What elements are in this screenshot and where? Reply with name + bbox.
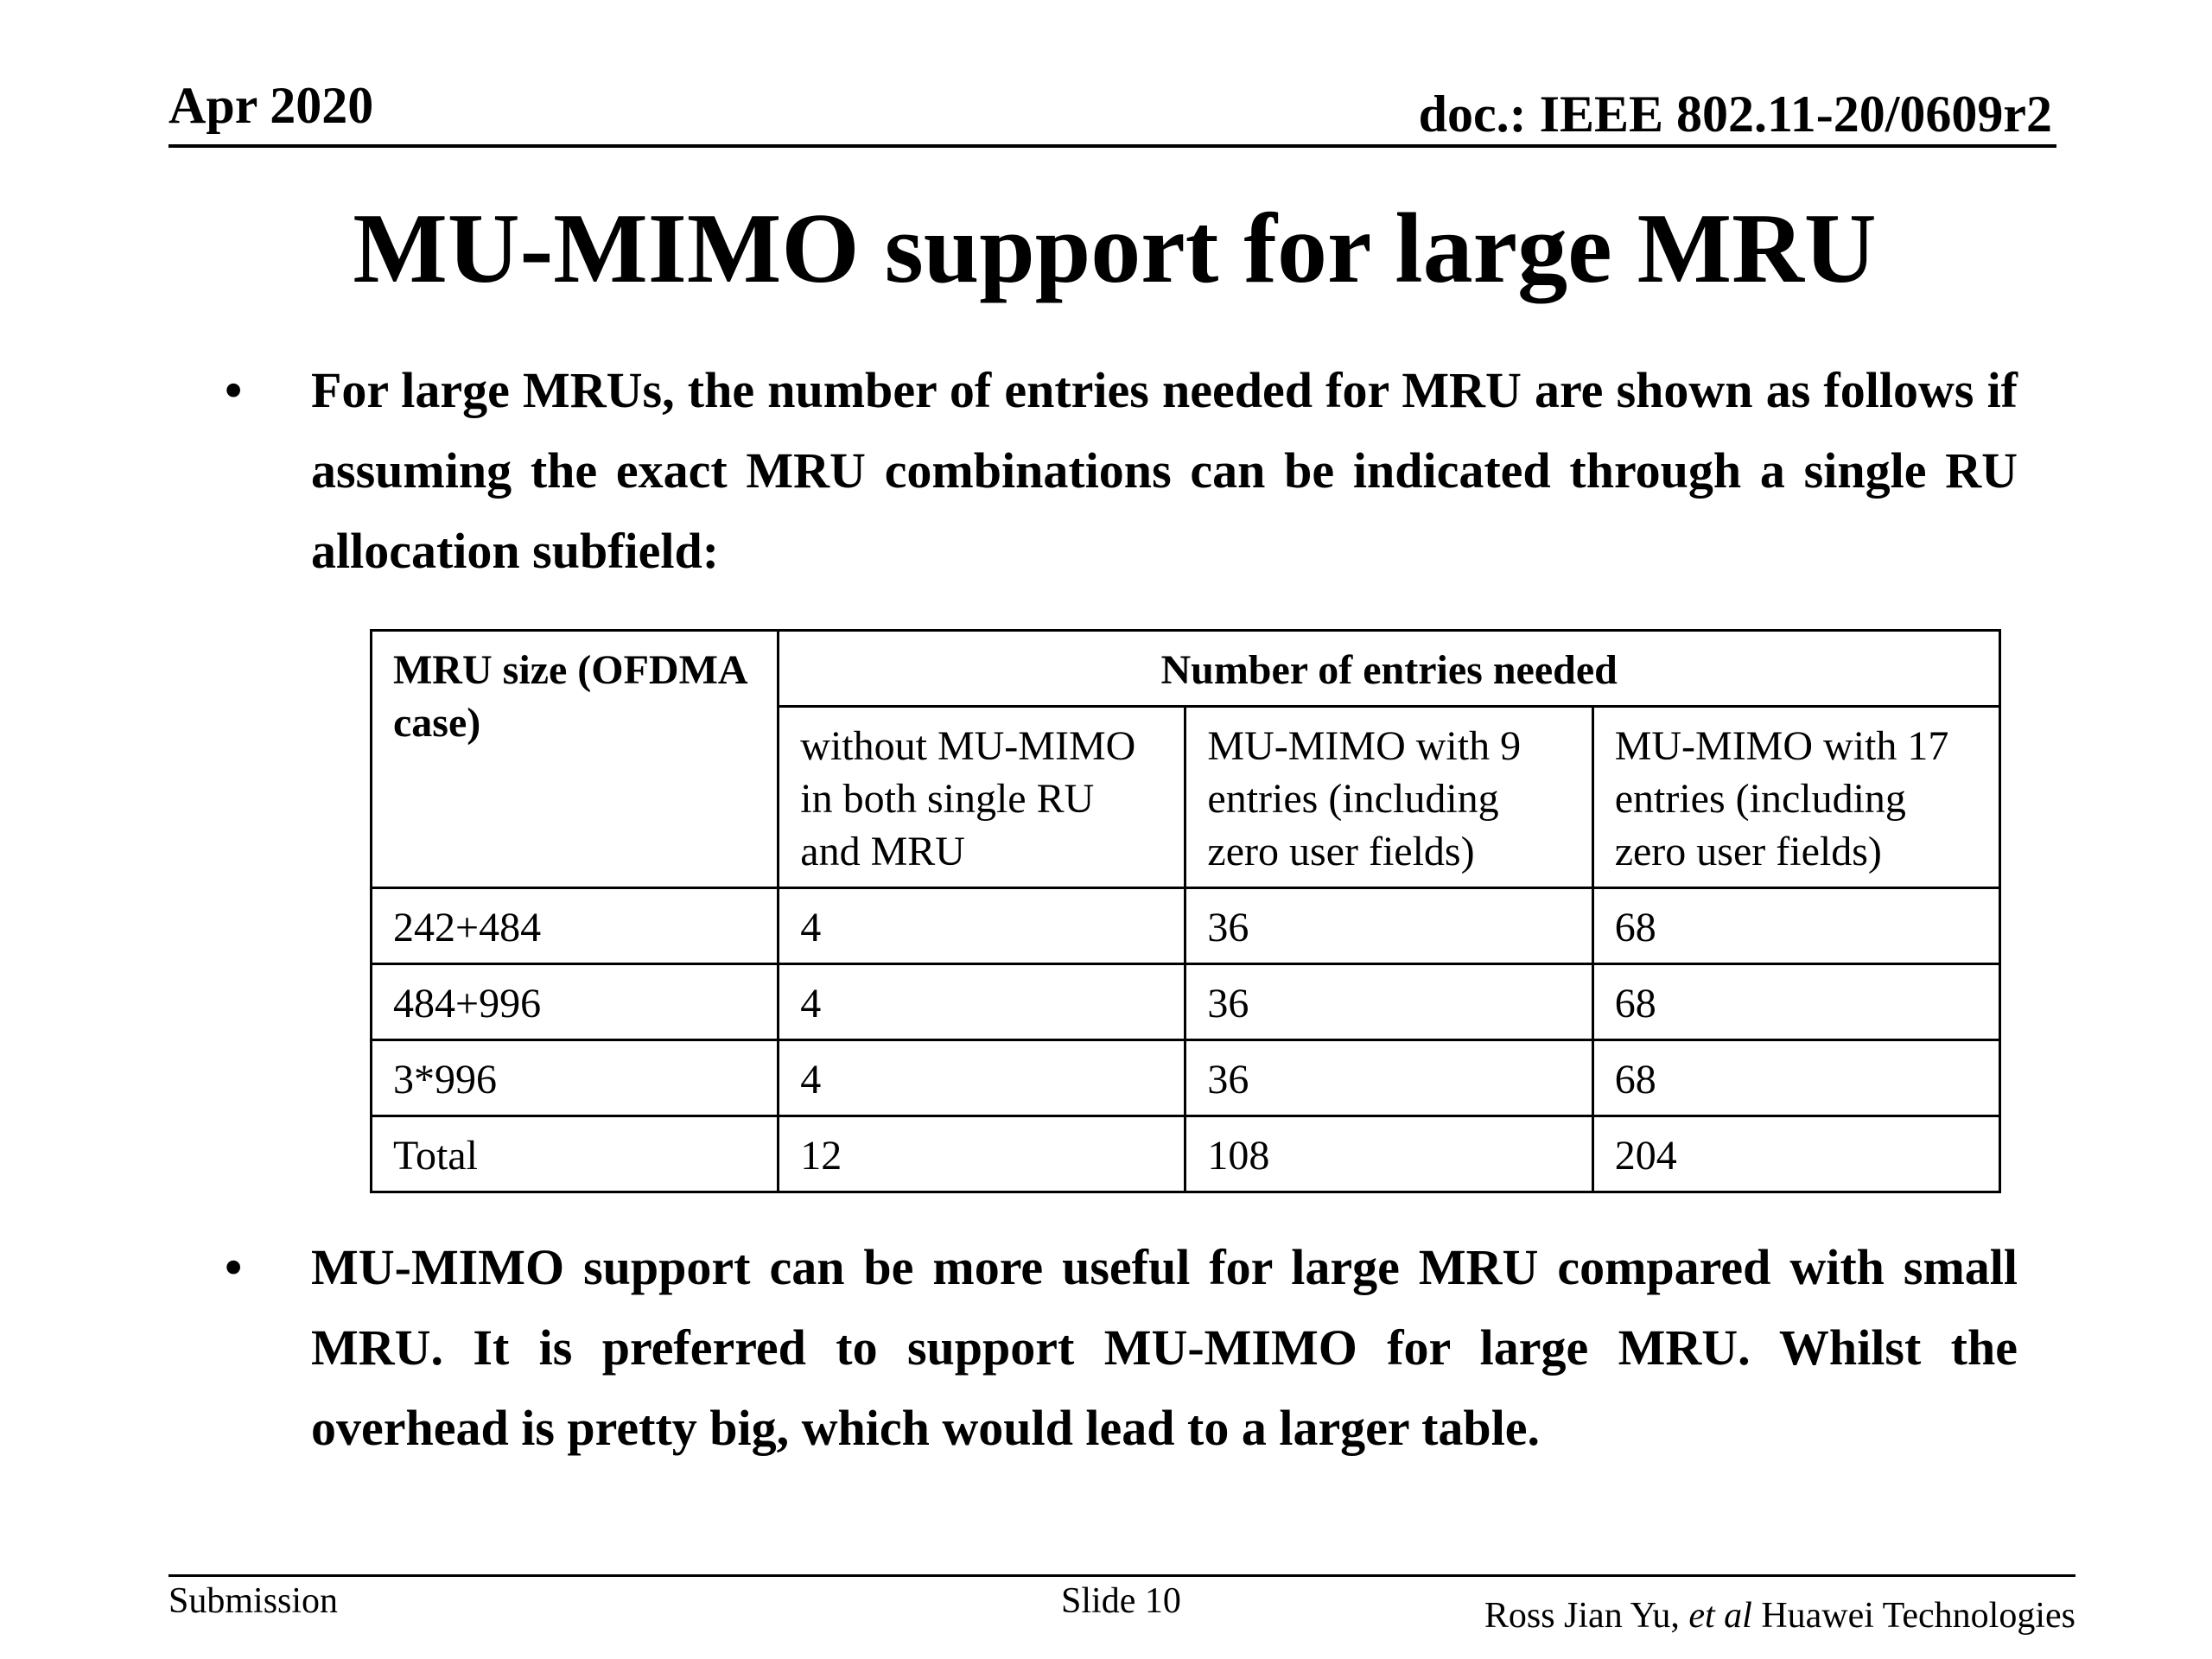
- table-row: [372, 888, 2000, 964]
- table-subheader: without MU-MIMO in both single RU and MRU: [779, 707, 1185, 888]
- header-doc-id: doc.: IEEE 802.11-20/0609r2: [1418, 86, 2052, 143]
- table-subheader: MU-MIMO with 9 entries (including zero user fields): [1185, 707, 1592, 888]
- footer-divider: [168, 1574, 2075, 1577]
- footer-slide-number: Slide 10: [1061, 1581, 1181, 1621]
- table-cell: 36: [1185, 888, 1592, 964]
- table-cell: 4: [779, 964, 1185, 1040]
- header-divider: [168, 144, 2056, 148]
- footer-submission: Submission: [168, 1581, 339, 1621]
- table-cell: 4: [779, 888, 1185, 964]
- table-cell: 68: [1592, 964, 1999, 1040]
- table-subheader: MU-MIMO with 17 entries (including zero user fields): [1592, 707, 1999, 888]
- slide-title: MU-MIMO support for large MRU: [353, 194, 1877, 304]
- table-corner-header: MRU size (OFDMA case): [372, 631, 779, 888]
- table-cell: 4: [779, 1040, 1185, 1116]
- footer-author-etal: et al: [1688, 1596, 1752, 1636]
- table-row: [372, 964, 2000, 1040]
- table-row: [372, 1040, 2000, 1116]
- table-cell: 68: [1592, 1040, 1999, 1116]
- table-cell: Total: [372, 1116, 779, 1192]
- table-cell: 36: [1185, 964, 1592, 1040]
- table-cell: 484+996: [372, 964, 779, 1040]
- table-header-row: [372, 631, 2000, 707]
- table-cell: 204: [1592, 1116, 1999, 1192]
- table-cell: 242+484: [372, 888, 779, 964]
- table-cell: 108: [1185, 1116, 1592, 1192]
- bullet-marker: •: [225, 362, 243, 418]
- footer-author-name: Ross Jian Yu,: [1484, 1596, 1680, 1636]
- table-cell: 68: [1592, 888, 1999, 964]
- table-cell: 12: [779, 1116, 1185, 1192]
- table-group-header: Number of entries needed: [779, 631, 2000, 707]
- header-date: Apr 2020: [168, 77, 374, 134]
- footer-org: Huawei Technologies: [1761, 1596, 2075, 1636]
- table-cell: 36: [1185, 1040, 1592, 1116]
- bullet-marker: •: [225, 1239, 243, 1295]
- table-row: [372, 1116, 2000, 1192]
- footer-author: [1484, 1594, 2075, 1637]
- mru-entries-table: [370, 629, 2001, 1193]
- bullet-text: For large MRUs, the number of entries needed for MRU are shown as follows if assuming the exact MRU combinations can be indicated through a single RU allocation subfield:: [311, 362, 2018, 579]
- table-cell: 3*996: [372, 1040, 779, 1116]
- bullet-text: MU-MIMO support can be more useful for large MRU compared with small MRU. It is preferred to support MU-MIMO for large MRU. Whilst the overhead is pretty big, which would lead to a larger table.: [311, 1239, 2018, 1456]
